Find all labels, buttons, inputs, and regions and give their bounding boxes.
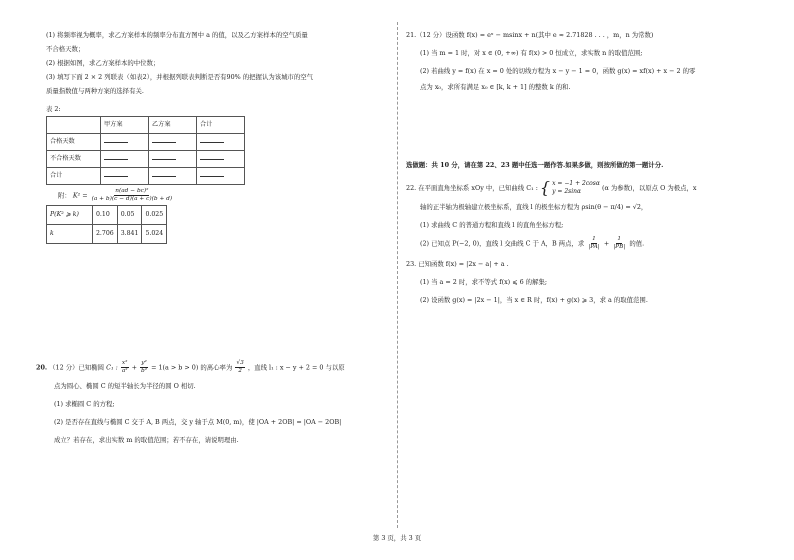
table-blank-cell [197, 134, 245, 151]
table-row-label: 合计 [47, 168, 101, 185]
table-row [47, 168, 245, 185]
ellipse-tail: = 1(a > b > 0) 的离心率为 [151, 363, 233, 372]
table-cell: 0.05 [117, 206, 142, 225]
k-squared-formula [58, 188, 386, 203]
q20-line2: 点为圆心、椭圆 C 的短半轴长为半径的圆 O 相切. [54, 382, 196, 390]
table-header-cell: 乙方案 [149, 117, 197, 134]
q22-intro-tail: (α 为参数)，以原点 O 为极点，x [601, 184, 697, 192]
brace-symbol: { [539, 178, 551, 197]
table-blank-cell [149, 134, 197, 151]
q21-part2: (2) 若曲线 y = f(x) 在 x = 0 处的切线方程为 x − y − 1 = 0，函数 g(x) = xf(x) + x − 2 的零 [420, 67, 696, 75]
system-eq-x: x = −1 + 2cosα [552, 180, 600, 187]
q21-statement: 21.（12 分）设函数 f(x) = eˣ − msinx + n(其中 e ≈ 2.71828 . . . ，m，n 为常数) [406, 31, 654, 39]
ellipse-x-term [121, 360, 129, 375]
pb-num: 1 [617, 236, 622, 242]
q19-part1-cont: 不合格天数； [46, 45, 85, 53]
critical-value-table [46, 205, 167, 244]
table-row-label: 合格天数 [47, 134, 101, 151]
system-lines [552, 180, 600, 196]
ellipse-name: C₁ : [106, 363, 118, 372]
table-cell: 5.024 [142, 225, 167, 244]
pa-den: |PA| [588, 244, 600, 250]
q22-line2: 轴的正半轴为极轴建立极坐标系，直线 l 的极坐标方程为 ρsin(θ − π/4) = √2， [420, 203, 648, 211]
table-cell: P(K² ⩾ k) [47, 206, 93, 225]
q19-part2: (2) 根据如图，求乙方案样本的中位数； [46, 59, 160, 67]
table-row [47, 206, 167, 225]
system-eq-y: y = 2sinα [552, 188, 582, 195]
plus-sign: + [603, 239, 610, 248]
fill-blank [104, 176, 128, 177]
fill-blank [200, 142, 224, 143]
q22-part2-tail: 的值. [629, 239, 645, 248]
formula-prefix: 附： [58, 191, 71, 200]
q21-part1: (1) 当 m = 1 时，对 x ∈ (0, +∞) 有 f(x) > 0 恒成立，求实数 n 的取值范围; [420, 49, 643, 57]
table-cell: 3.841 [117, 225, 142, 244]
q22-statement [406, 180, 766, 196]
q23-part2: (2) 设函数 g(x) = |2x − 1|，当 x ∈ R 时，f(x) + g(x) ⩾ 3，求 a 的取值范围. [420, 296, 648, 304]
q22-part2 [406, 236, 766, 251]
fill-blank [152, 159, 176, 160]
q23-statement: 23. 已知函数 f(x) = |2x − a| + a . [406, 260, 509, 268]
table-blank-cell [101, 134, 149, 151]
q22-part2-text: (2) 已知点 P(−2, 0)，直线 l 交曲线 C 于 A，B 两点，求 [420, 239, 585, 248]
q19-part3-cont: 质量指数值与两种方案的选择有关. [46, 87, 144, 95]
question-20 [36, 360, 386, 449]
eccentricity [235, 360, 244, 375]
fill-blank [152, 142, 176, 143]
fill-blank [104, 159, 128, 160]
q20-part2-cont: 成立？若存在，求出实数 m 的取值范围；若不存在，请说明理由. [54, 436, 239, 444]
elective-note: 选做题：共 10 分，请在第 22、23 题中任选一题作答.如果多做，则按所做的第一题计分. [406, 161, 664, 169]
table-cell [47, 117, 101, 134]
ecc-den: 2 [238, 368, 242, 374]
ellipse-y-term [140, 360, 148, 375]
table-blank-cell [149, 168, 197, 185]
right-column [406, 30, 766, 309]
table-row [47, 225, 167, 244]
table-row [47, 134, 245, 151]
left-column [36, 30, 386, 444]
table-blank-cell [101, 168, 149, 185]
pb-den: |PB| [613, 244, 626, 250]
q20-line-part: ，直线 l₁ : x − y + 2 = 0 与以原 [247, 363, 345, 372]
fraction-pb [612, 236, 626, 251]
table2-caption: 表 2: [46, 105, 61, 113]
table-row [47, 151, 245, 168]
fill-blank [200, 159, 224, 160]
table-cell: 2.706 [93, 225, 118, 244]
parametric-system [540, 180, 600, 196]
formula-denominator: (a + b)(c − d)(a + c)(b + d) [91, 196, 173, 202]
formula-fraction [91, 188, 174, 203]
y-den: b² [141, 368, 148, 374]
x-den: a² [121, 368, 128, 374]
fill-blank [200, 176, 224, 177]
q21-part2-cont: 点为 x₀，求所有满足 x₀ ∈ [k, k + 1] 的整数 k 的和. [420, 83, 571, 91]
table-cell: 0.025 [142, 206, 167, 225]
formula-lhs: K² = [72, 191, 88, 200]
q19-part1: (1) 将频率视为概率，求乙方案样本的频率分布直方图中 a 的值，以及乙方案样本的空气质量 [46, 31, 308, 39]
q19-part3: (3) 填写下面 2 × 2 列联表（如表2），并根据列联表判断是否有90% 的把握认为该城市的空气 [46, 73, 314, 81]
contingency-table [46, 116, 245, 185]
q20-part2: (2) 是否存在直线与椭圆 C 交于 A, B 两点，交 y 轴于点 M(0, m)，使 |OA + 2OB| = |OA − 2OB| [54, 418, 342, 426]
formula-numerator: n(ad − bc)² [115, 188, 149, 194]
table-blank-cell [197, 168, 245, 185]
q20-number: 20. [36, 363, 48, 372]
q22-part1: (1) 求曲线 C 的普通方程和直线 l 的直角坐标方程; [420, 221, 564, 229]
ecc-num: √3 [236, 360, 244, 366]
table-blank-cell [149, 151, 197, 168]
table-cell: k [47, 225, 93, 244]
y-num: y² [141, 360, 147, 366]
table-row-label: 不合格天数 [47, 151, 101, 168]
table-cell: 0.10 [93, 206, 118, 225]
table-row [47, 117, 245, 134]
fraction-pa [587, 236, 600, 251]
pa-num: 1 [592, 236, 596, 242]
q20-intro: （12 分）已知椭圆 [49, 363, 105, 372]
table-header-cell: 合计 [197, 117, 245, 134]
fill-blank [104, 142, 128, 143]
table-blank-cell [101, 151, 149, 168]
x-num: x² [121, 360, 128, 366]
q23-part1: (1) 当 a = 2 时，求不等式 f(x) ⩽ 6 的解集; [420, 278, 548, 286]
table-blank-cell [197, 151, 245, 168]
fill-blank [152, 176, 176, 177]
column-divider [397, 22, 398, 528]
table-header-cell: 甲方案 [101, 117, 149, 134]
q20-part1: (1) 求椭圆 C 的方程; [54, 400, 115, 408]
page-footer: 第 3 页，共 3 页 [372, 534, 422, 542]
q22-intro: 22. 在平面直角坐标系 xOy 中，已知曲线 C₁ : [406, 184, 538, 192]
q20-statement: 20. （12 分）已知椭圆 C₁ : $\frac{\text{x²}}{\text{a²}}$ + $\frac{\text{y²}}{\text{b²}}$ = 1(a > b > 0) 的离心率为 $\frac{√3}{2}$ ，直线 l₁ : x − y + 2 = 0 与以原 [36, 360, 345, 374]
